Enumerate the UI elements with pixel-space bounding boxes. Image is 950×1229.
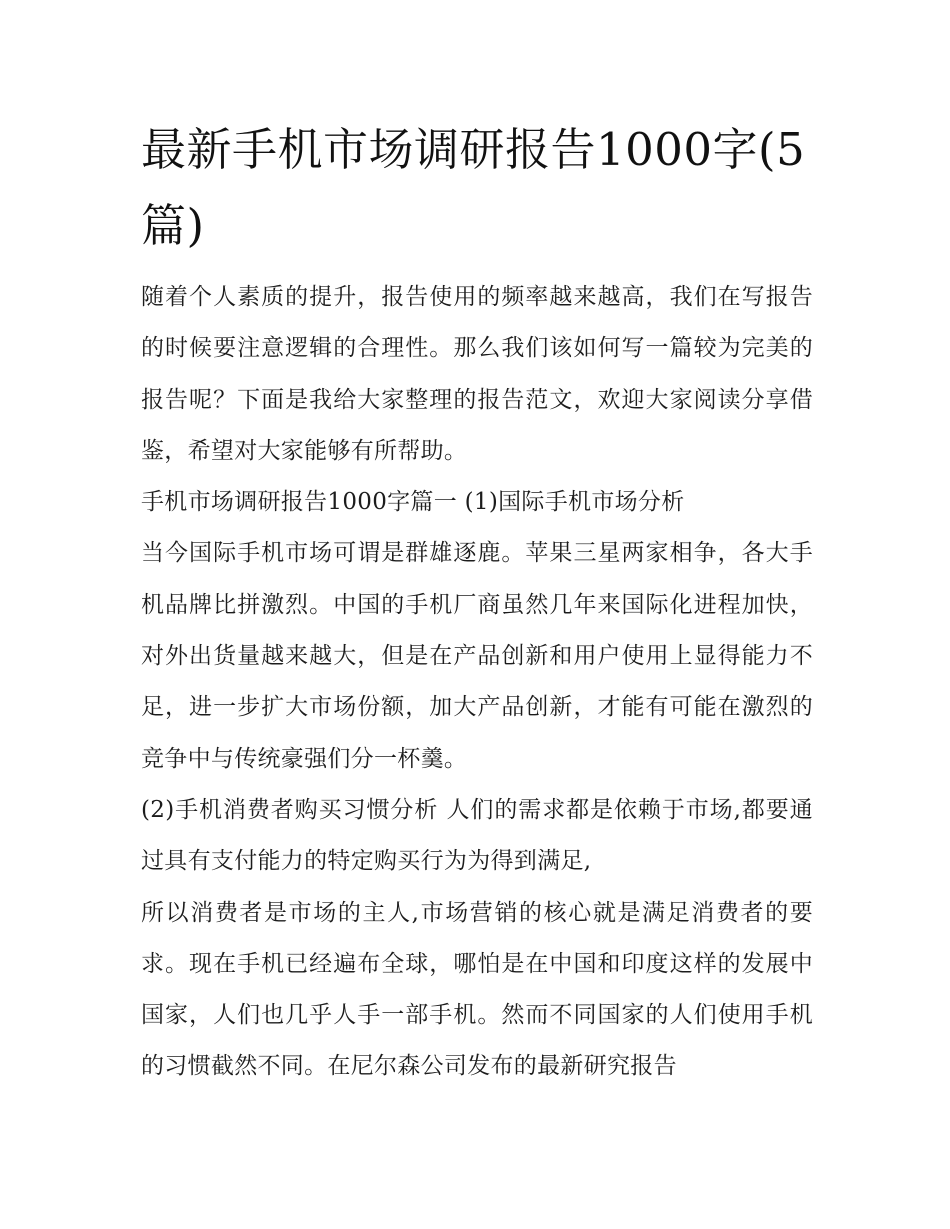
intro-paragraph: 随着个人素质的提升，报告使用的频率越来越高，我们在写报告的时候要注意逻辑的合理性。那么我们该如何写一篇较为完美的报告呢？下面是我给大家整理的报告范文，欢迎大家阅读分享借鉴，希望对大家能够有所帮助。 bbox=[141, 284, 813, 464]
section-heading-paragraph: 手机市场调研报告1000字篇一 (1)国际手机市场分析 bbox=[141, 489, 685, 516]
consumer-market-paragraph: 所以消费者是市场的主人,市场营销的核心就是满足消费者的要求。现在手机已经遍布全球，哪怕是在中国和印度这样的发展中国家，人们也几乎人手一部手机。然而不同国家的人们使用手机的习惯截然不同。在尼尔森公司发布的最新研究报告 bbox=[141, 899, 813, 1080]
document-page bbox=[141, 112, 813, 1093]
international-market-paragraph: 当今国际手机市场可谓是群雄逐鹿。苹果三星两家相争，各大手机品牌比拼激烈。中国的手机厂商虽然几年来国际化进程加快，对外出货量越来越大，但是在产品创新和用户使用上显得能力不足，进一步扩大市场份额，加大产品创新，才能有可能在激烈的竞争中与传统豪强们分一杯羹。 bbox=[141, 540, 813, 772]
document-title: 最新手机市场调研报告1000字(5篇) bbox=[141, 123, 806, 252]
consumer-habits-paragraph: (2)手机消费者购买习惯分析 人们的需求都是依赖于市场,都要通过具有支付能力的特定购买行为为得到满足, bbox=[141, 796, 813, 875]
